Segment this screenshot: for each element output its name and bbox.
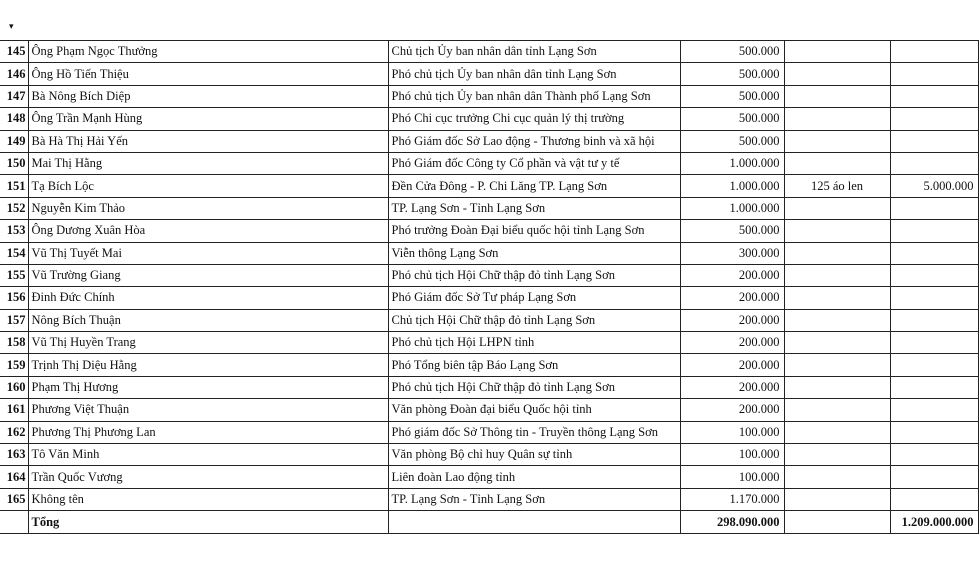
donor-position: Phó Giám đốc Sở Tư pháp Lạng Sơn xyxy=(388,287,680,309)
donation-amount: 500.000 xyxy=(680,63,784,85)
donor-name: Tạ Bích Lộc xyxy=(28,175,388,197)
donor-position: TP. Lạng Sơn - Tỉnh Lạng Sơn xyxy=(388,488,680,510)
table-row xyxy=(0,41,978,63)
goods-value xyxy=(890,108,978,130)
donation-amount: 1.170.000 xyxy=(680,488,784,510)
donor-position: Phó trưởng Đoàn Đại biểu quốc hội tỉnh Lạng Sơn xyxy=(388,220,680,242)
row-number: 145 xyxy=(0,41,28,63)
row-number: 161 xyxy=(0,399,28,421)
donated-goods xyxy=(784,108,890,130)
donor-name: Ông Trần Mạnh Hùng xyxy=(28,108,388,130)
donation-amount: 200.000 xyxy=(680,309,784,331)
donor-position: Chủ tịch Ủy ban nhân dân tỉnh Lạng Sơn xyxy=(388,41,680,63)
donor-name: Nông Bích Thuận xyxy=(28,309,388,331)
donor-position: Phó Giám đốc Công ty Cổ phần và vật tư y tế xyxy=(388,152,680,174)
donated-goods xyxy=(784,488,890,510)
table-row xyxy=(0,287,978,309)
donor-position: Phó chủ tịch Hội Chữ thập đỏ tỉnh Lạng Sơn xyxy=(388,264,680,286)
donor-name: Nguyễn Kim Thảo xyxy=(28,197,388,219)
donation-amount: 1.000.000 xyxy=(680,152,784,174)
goods-value xyxy=(890,466,978,488)
goods-value xyxy=(890,421,978,443)
donor-position: TP. Lạng Sơn - Tỉnh Lạng Sơn xyxy=(388,197,680,219)
total-label: Tổng xyxy=(28,511,388,534)
table-row xyxy=(0,309,978,331)
goods-value xyxy=(890,332,978,354)
goods-value xyxy=(890,376,978,398)
table-row xyxy=(0,399,978,421)
donor-name: Ông Hồ Tiến Thiệu xyxy=(28,63,388,85)
goods-value xyxy=(890,152,978,174)
goods-value xyxy=(890,264,978,286)
donor-position: Phó chủ tịch Hội LHPN tỉnh xyxy=(388,332,680,354)
donation-amount: 100.000 xyxy=(680,444,784,466)
goods-value xyxy=(890,488,978,510)
donated-goods xyxy=(784,332,890,354)
donor-name: Mai Thị Hằng xyxy=(28,152,388,174)
donation-amount: 500.000 xyxy=(680,85,784,107)
table-row xyxy=(0,175,978,197)
donor-position: Phó giám đốc Sở Thông tin - Truyền thông Lạng Sơn xyxy=(388,421,680,443)
donated-goods xyxy=(784,466,890,488)
donor-name: Không tên xyxy=(28,488,388,510)
goods-value xyxy=(890,444,978,466)
donor-position: Đền Cửa Đông - P. Chi Lăng TP. Lạng Sơn xyxy=(388,175,680,197)
donated-goods xyxy=(784,399,890,421)
table-row xyxy=(0,332,978,354)
donor-name: Phương Việt Thuận xyxy=(28,399,388,421)
donation-amount: 300.000 xyxy=(680,242,784,264)
table-row xyxy=(0,354,978,376)
donated-goods xyxy=(784,309,890,331)
donated-goods xyxy=(784,264,890,286)
table-row xyxy=(0,466,978,488)
row-number: 155 xyxy=(0,264,28,286)
donation-table xyxy=(0,40,979,534)
top-mark: ▾ xyxy=(9,21,14,31)
donor-name: Vũ Thị Huyền Trang xyxy=(28,332,388,354)
table-row xyxy=(0,197,978,219)
row-number: 159 xyxy=(0,354,28,376)
table-row xyxy=(0,152,978,174)
donor-name: Đinh Đức Chính xyxy=(28,287,388,309)
total-goods-value: 1.209.000.000 xyxy=(890,511,978,534)
donation-amount: 500.000 xyxy=(680,220,784,242)
donor-position: Phó chủ tịch Ủy ban nhân dân Thành phố Lạng Sơn xyxy=(388,85,680,107)
table-row xyxy=(0,421,978,443)
goods-value xyxy=(890,130,978,152)
row-number: 160 xyxy=(0,376,28,398)
donor-name: Bà Nông Bích Diệp xyxy=(28,85,388,107)
donor-position: Phó chủ tịch Ủy ban nhân dân tỉnh Lạng Sơn xyxy=(388,63,680,85)
row-number: 162 xyxy=(0,421,28,443)
total-number xyxy=(0,511,28,534)
goods-value xyxy=(890,309,978,331)
total-position xyxy=(388,511,680,534)
table-row xyxy=(0,376,978,398)
row-number: 154 xyxy=(0,242,28,264)
table-row xyxy=(0,220,978,242)
table-row xyxy=(0,63,978,85)
donation-amount: 200.000 xyxy=(680,264,784,286)
donation-amount: 100.000 xyxy=(680,421,784,443)
table-row xyxy=(0,108,978,130)
goods-value xyxy=(890,63,978,85)
donor-position: Phó Chi cục trưởng Chi cục quản lý thị trường xyxy=(388,108,680,130)
donated-goods xyxy=(784,287,890,309)
donor-position: Phó Tổng biên tập Báo Lạng Sơn xyxy=(388,354,680,376)
donated-goods xyxy=(784,85,890,107)
row-number: 146 xyxy=(0,63,28,85)
donation-amount: 200.000 xyxy=(680,332,784,354)
goods-value xyxy=(890,399,978,421)
table-row xyxy=(0,130,978,152)
table-row xyxy=(0,264,978,286)
row-number: 150 xyxy=(0,152,28,174)
row-number: 147 xyxy=(0,85,28,107)
donor-name: Trịnh Thị Diệu Hằng xyxy=(28,354,388,376)
goods-value xyxy=(890,197,978,219)
table-body xyxy=(0,41,978,534)
donated-goods xyxy=(784,130,890,152)
donor-position: Liên đoàn Lao động tỉnh xyxy=(388,466,680,488)
donation-amount: 200.000 xyxy=(680,354,784,376)
donor-name: Vũ Trường Giang xyxy=(28,264,388,286)
donated-goods: 125 áo len xyxy=(784,175,890,197)
row-number: 151 xyxy=(0,175,28,197)
row-number: 152 xyxy=(0,197,28,219)
donor-position: Viễn thông Lạng Sơn xyxy=(388,242,680,264)
donor-name: Phạm Thị Hương xyxy=(28,376,388,398)
row-number: 163 xyxy=(0,444,28,466)
donation-amount: 200.000 xyxy=(680,399,784,421)
donation-amount: 100.000 xyxy=(680,466,784,488)
donation-amount: 500.000 xyxy=(680,108,784,130)
donated-goods xyxy=(784,152,890,174)
total-goods xyxy=(784,511,890,534)
row-number: 165 xyxy=(0,488,28,510)
donor-name: Ông Phạm Ngọc Thưởng xyxy=(28,41,388,63)
donor-name: Bà Hà Thị Hải Yến xyxy=(28,130,388,152)
row-number: 157 xyxy=(0,309,28,331)
donor-position: Văn phòng Đoàn đại biểu Quốc hội tỉnh xyxy=(388,399,680,421)
goods-value: 5.000.000 xyxy=(890,175,978,197)
donor-name: Trần Quốc Vương xyxy=(28,466,388,488)
row-number: 156 xyxy=(0,287,28,309)
donated-goods xyxy=(784,63,890,85)
goods-value xyxy=(890,242,978,264)
row-number: 149 xyxy=(0,130,28,152)
goods-value xyxy=(890,41,978,63)
donor-position: Văn phòng Bộ chỉ huy Quân sự tỉnh xyxy=(388,444,680,466)
row-number: 158 xyxy=(0,332,28,354)
donor-position: Phó chủ tịch Hội Chữ thập đỏ tỉnh Lạng Sơn xyxy=(388,376,680,398)
table-row xyxy=(0,242,978,264)
donated-goods xyxy=(784,444,890,466)
row-number: 153 xyxy=(0,220,28,242)
donor-name: Tô Văn Minh xyxy=(28,444,388,466)
table-row xyxy=(0,488,978,510)
total-amount: 298.090.000 xyxy=(680,511,784,534)
donated-goods xyxy=(784,421,890,443)
donation-amount: 500.000 xyxy=(680,130,784,152)
donated-goods xyxy=(784,242,890,264)
row-number: 164 xyxy=(0,466,28,488)
donation-amount: 200.000 xyxy=(680,376,784,398)
donated-goods xyxy=(784,197,890,219)
row-number: 148 xyxy=(0,108,28,130)
donated-goods xyxy=(784,41,890,63)
donor-name: Phương Thị Phương Lan xyxy=(28,421,388,443)
donation-amount: 1.000.000 xyxy=(680,197,784,219)
table-row xyxy=(0,85,978,107)
donor-name: Vũ Thị Tuyết Mai xyxy=(28,242,388,264)
donor-position: Phó Giám đốc Sở Lao động - Thương binh và xã hội xyxy=(388,130,680,152)
total-row xyxy=(0,511,978,534)
donation-amount: 1.000.000 xyxy=(680,175,784,197)
donor-position: Chủ tịch Hội Chữ thập đỏ tỉnh Lạng Sơn xyxy=(388,309,680,331)
donation-amount: 200.000 xyxy=(680,287,784,309)
goods-value xyxy=(890,85,978,107)
table-row xyxy=(0,444,978,466)
goods-value xyxy=(890,220,978,242)
donation-amount: 500.000 xyxy=(680,41,784,63)
donated-goods xyxy=(784,220,890,242)
donated-goods xyxy=(784,354,890,376)
goods-value xyxy=(890,354,978,376)
donor-name: Ông Dương Xuân Hòa xyxy=(28,220,388,242)
donated-goods xyxy=(784,376,890,398)
goods-value xyxy=(890,287,978,309)
